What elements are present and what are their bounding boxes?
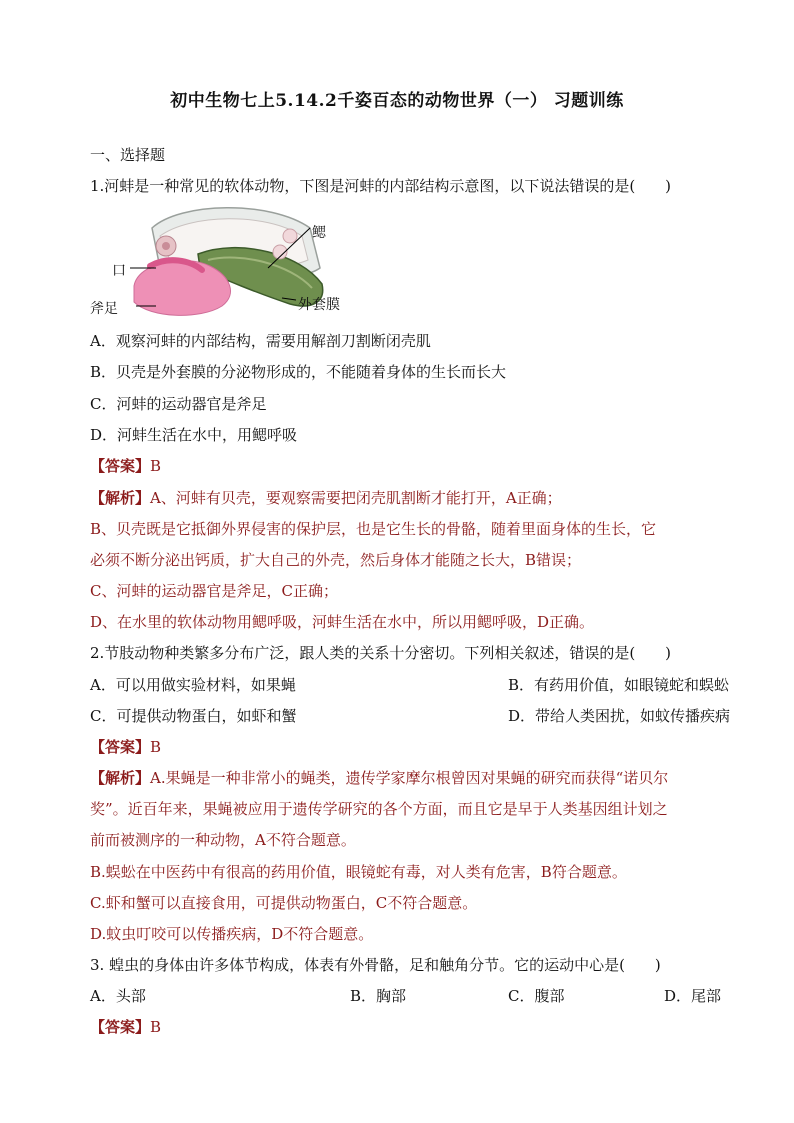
q3-stem: 3. 蝗虫的身体由许多体节构成，体表有外骨骼，足和触角分节。它的运动中心是( ): [90, 956, 661, 974]
q3-option-c: C．腹部: [508, 987, 565, 1005]
q2-analysis-line: B.蜈蚣在中医药中有很高的药用价值，眼镜蛇有毒，对人类有危害，B符合题意。: [90, 863, 627, 881]
q1-option-a: A．观察河蚌的内部结构，需要用解剖刀割断闭壳肌: [90, 332, 431, 350]
q1-option-c: C．河蚌的运动器官是斧足: [90, 395, 267, 413]
q1-analysis-line: D、在水里的软体动物用鳃呼吸，河蚌生活在水中，所以用鳃呼吸，D正确。: [90, 613, 595, 631]
page-title: 初中生物七上5.14.2千姿百态的动物世界（一） 习题训练: [170, 91, 624, 111]
q2-analysis-line: [90, 768, 710, 788]
q2-option-a: A．可以用做实验材料，如果蝇: [90, 676, 296, 694]
analysis-text: A、河蚌有贝壳，要观察需要把闭壳肌割断才能打开，A正确；: [150, 489, 562, 507]
q1-analysis-line: B、贝壳既是它抵御外界侵害的保护层，也是它生长的骨骼，随着里面身体的生长，它: [90, 520, 657, 538]
answer-value: B: [150, 457, 162, 475]
q2-option-b: B．有药用价值，如眼镜蛇和蜈蚣: [508, 676, 730, 694]
q2-option-d: D．带给人类困扰，如蚊传播疾病: [508, 707, 731, 725]
q2-analysis-line: C.虾和蟹可以直接食用，可提供动物蛋白，C不符合题意。: [90, 894, 478, 912]
q1-analysis-line: 必须不断分泌出钙质，扩大自己的外壳，然后身体才能随之长大，B错误；: [90, 551, 582, 569]
q3-option-d: D．尾部: [664, 987, 722, 1005]
q3-answer: [90, 1017, 710, 1037]
q2-options-row: [90, 706, 731, 726]
analysis-tag: 【解析】: [90, 769, 151, 787]
answer-tag: 【答案】: [90, 1018, 151, 1036]
q2-answer: [90, 737, 710, 757]
q1-option-b: B．贝壳是外套膜的分泌物形成的，不能随着身体的生长而长大: [90, 363, 507, 381]
q2-analysis-line: D.蚊虫叮咬可以传播疾病，D不符合题意。: [90, 925, 374, 943]
label-mantle: 外套膜: [298, 297, 340, 313]
q2-analysis-line: 前而被测序的一种动物，A不符合题意。: [90, 831, 356, 849]
q2-options-row: [90, 675, 730, 695]
label-foot: 斧足: [90, 301, 118, 317]
q3-option-b: B．胸部: [350, 987, 407, 1005]
answer-tag: 【答案】: [90, 738, 151, 756]
q2-analysis-line: 奖”。近百年来，果蝇被应用于遗传学研究的各个方面，而且它是早于人类基因组计划之: [90, 800, 668, 818]
label-mouth: 口: [112, 263, 126, 279]
q2-stem: 2.节肢动物种类繁多分布广泛，跟人类的关系十分密切。下列相关叙述，错误的是( ): [90, 644, 672, 662]
q1-analysis-line: C、河蚌的运动器官是斧足，C正确；: [90, 582, 338, 600]
answer-value: B: [150, 1018, 162, 1036]
q3-options-row: [90, 986, 722, 1006]
q1-answer: [90, 456, 710, 476]
analysis-tag: 【解析】: [90, 489, 151, 507]
q2-option-c: C．可提供动物蛋白，如虾和蟹: [90, 707, 297, 725]
analysis-text: A.果蝇是一种非常小的蝇类，遗传学家摩尔根曾因对果蝇的研究而获得“诺贝尔: [150, 769, 669, 787]
section-heading: 一、选择题: [90, 146, 166, 164]
answer-tag: 【答案】: [90, 457, 151, 475]
clam-diagram: [90, 198, 360, 320]
answer-value: B: [150, 738, 162, 756]
label-gill: 鳃: [312, 225, 326, 241]
q1-stem: 1.河蚌是一种常见的软体动物，下图是河蚌的内部结构示意图，以下说法错误的是( ): [90, 177, 672, 195]
q1-option-d: D．河蚌生活在水中，用鳃呼吸: [90, 426, 298, 444]
q3-option-a: A．头部: [90, 987, 146, 1005]
q1-analysis-line: [90, 488, 710, 508]
